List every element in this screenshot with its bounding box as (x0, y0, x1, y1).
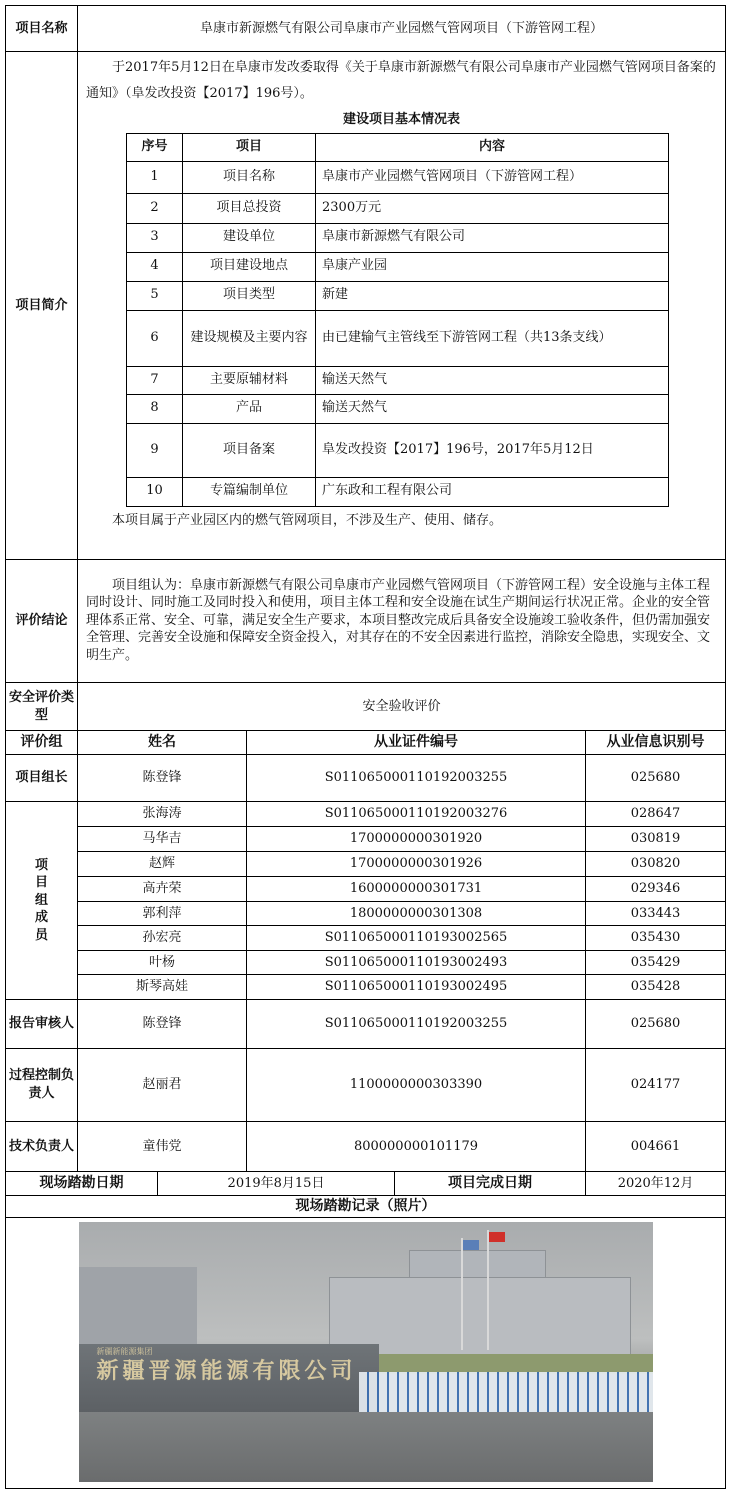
project-intro-note: 本项目属于产业园区内的燃气管网项目，不涉及生产、使用、储存。 (112, 512, 503, 528)
survey-date-label: 现场踏勘日期 (6, 1172, 158, 1196)
tech-name: 童伟党 (78, 1122, 247, 1172)
complete-date-label: 项目完成日期 (395, 1172, 586, 1196)
team-header-group: 评价组 (6, 731, 78, 755)
team-header-cert: 从业证件编号 (247, 731, 586, 755)
project-name-value: 阜康市新源燃气有限公司阜康市产业园燃气管网项目（下游管网工程） (78, 6, 726, 52)
road-shape (79, 1412, 653, 1482)
table-row: 马华吉 1700000000301920 030819 (6, 827, 726, 852)
table-row: 10 专篇编制单位 广东政和工程有限公司 (127, 477, 669, 506)
eval-type-label: 安全评价类型 (6, 683, 78, 731)
photo-cell (6, 1218, 726, 1489)
site-photo (79, 1222, 653, 1482)
reviewer-cert: S011065000110192003255 (247, 1000, 586, 1049)
tech-label: 技术负责人 (6, 1122, 78, 1172)
leader-label: 项目组长 (6, 755, 78, 802)
eval-type-value: 安全验收评价 (78, 683, 726, 731)
header-item: 项目 (183, 133, 316, 161)
project-intro-label: 项目简介 (6, 52, 78, 560)
leader-id: 025680 (586, 755, 726, 802)
table-row: 8 产品 输送天然气 (127, 394, 669, 423)
process-id: 024177 (586, 1049, 726, 1122)
basic-info-table-title: 建设项目基本情况表 (343, 112, 461, 127)
table-row: 3 建设单位 阜康市新源燃气有限公司 (127, 223, 669, 252)
table-row: 孙宏亮 S011065000110193002565 035430 (6, 926, 726, 951)
process-cert: 1100000000303390 (247, 1049, 586, 1122)
members-label: 项目组成员 (6, 802, 78, 1000)
tech-cert: 800000000101179 (247, 1122, 586, 1172)
team-header-id: 从业信息识别号 (586, 731, 726, 755)
leader-name: 陈登锋 (78, 755, 247, 802)
reviewer-label: 报告审核人 (6, 1000, 78, 1049)
table-row: 4 项目建设地点 阜康产业园 (127, 252, 669, 281)
table-row: 赵辉 1700000000301926 030820 (6, 852, 726, 877)
table-row: 郭利萍 1800000000301308 033443 (6, 902, 726, 926)
header-no: 序号 (127, 133, 183, 161)
table-row: 1 项目名称 阜康市产业园燃气管网项目（下游管网工程） (127, 161, 669, 193)
wall-sign-small: 新疆新能源集团 (96, 1347, 153, 1356)
reviewer-name: 陈登锋 (78, 1000, 247, 1049)
table-row: 7 主要原辅材料 输送天然气 (127, 366, 669, 394)
wall-sign-main: 新疆晋源能源有限公司 (96, 1358, 357, 1384)
process-label: 过程控制负责人 (6, 1049, 78, 1122)
table-row: 项目组成员 张海涛 S011065000110192003276 028647 (6, 802, 726, 827)
table-row: 斯琴高娃 S011065000110193002495 035428 (6, 975, 726, 1000)
table-row: 5 项目类型 新建 (127, 281, 669, 310)
basic-info-table (126, 133, 669, 507)
header-content: 内容 (316, 133, 669, 161)
blue-flag-shape (463, 1240, 479, 1250)
tech-id: 004661 (586, 1122, 726, 1172)
project-intro-cell (78, 52, 726, 560)
table-row: 9 项目备案 阜发改投资【2017】196号，2017年5月12日 (127, 423, 669, 477)
leader-cert: S011065000110192003255 (247, 755, 586, 802)
flagpole-shape (487, 1230, 489, 1350)
project-intro-paragraph: 于2017年5月12日在阜康市发改委取得《关于阜康市新源燃气有限公司阜康市产业园燃气管网项目备案的通知》（阜发改投资【2017】196号）。 (86, 60, 716, 101)
sliding-gate-shape (359, 1372, 653, 1417)
table-row: 6 建设规模及主要内容 由已建输气主管线至下游管网工程（共13条支线） (127, 310, 669, 366)
photo-section-title: 现场踏勘记录（照片） (6, 1196, 726, 1218)
table-row: 叶杨 S011065000110193002493 035429 (6, 951, 726, 975)
conclusion-label: 评价结论 (6, 560, 78, 683)
process-name: 赵丽君 (78, 1049, 247, 1122)
table-row: 2 项目总投资 2300万元 (127, 193, 669, 223)
red-flag-shape (489, 1232, 505, 1242)
flagpole-shape (461, 1238, 463, 1350)
conclusion-text: 项目组认为：阜康市新源燃气有限公司阜康市产业园燃气管网项目（下游管网工程）安全设施与主体工程同时设计、同时施工及同时投入和使用，项目主体工程和安全设施在试生产期间运行状况正常。企业的安全管理体系正常、安全、可靠，满足安全生产要求，本项目整改完成后具备安全设施竣工验收条件，但仍需加强安全管理、完善安全设施和保障安全资金投入，对其存在的不安全因素进行监控，消除安全隐患，实现安全、文明生产。 (78, 560, 726, 683)
complete-date-value: 2020年12月 (586, 1172, 726, 1196)
reviewer-id: 025680 (586, 1000, 726, 1049)
table-row: 高卉荣 1600000000301731 029346 (6, 877, 726, 902)
survey-date-value: 2019年8月15日 (158, 1172, 395, 1196)
team-header-name: 姓名 (78, 731, 247, 755)
project-name-label: 项目名称 (6, 6, 78, 52)
project-report-table (5, 5, 726, 1489)
